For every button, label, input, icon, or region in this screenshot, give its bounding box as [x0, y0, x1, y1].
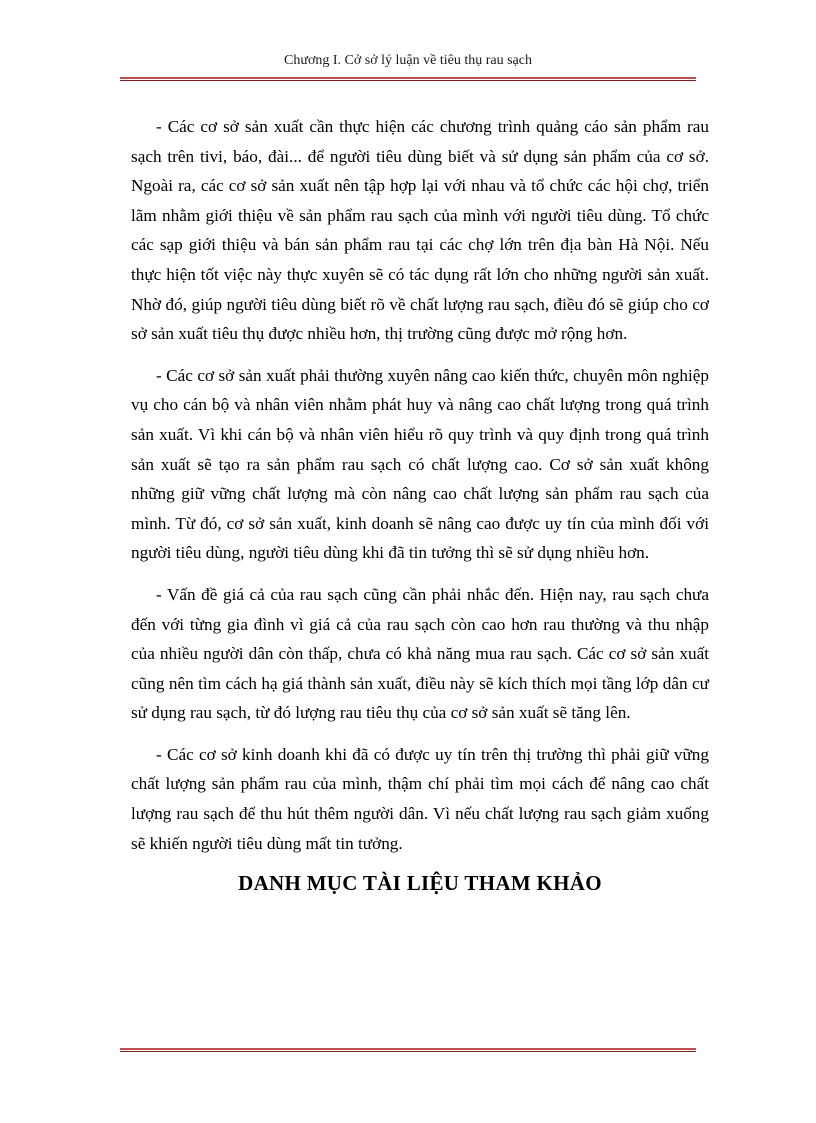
paragraph-quality: - Các cơ sở kinh doanh khi đã có được uy tín trên thị trường thì phải giữ vững chất lượng sản phẩm rau của mình, thậm chí phải tìm mọi cách để nâng cao chất lượng rau sạch để thu hút thêm người dân. Vì nếu chất lượng rau sạch giảm xuống sẽ khiến người tiêu dùng mất tin tưởng. — [131, 744, 709, 853]
page-body — [131, 112, 709, 896]
running-header: Chương I. Cở sở lý luận về tiêu thụ rau sạch — [284, 53, 532, 68]
paragraph-advertising: - Các cơ sở sản xuất cần thực hiện các chương trình quảng cáo sản phẩm rau sạch trên tivi, báo, đài... để người tiêu dùng biết và sử dụng sản phẩm của cơ sở. Ngoài ra, các cơ sở sản xuất nên tập hợp lại với nhau và tổ chức các hội chợ, triển lãm nhằm giới thiệu về sản phẩm rau sạch của mình với người tiêu dùng. Tổ chức các sạp giới thiệu và bán sản phẩm rau tại các chợ lớn trên địa bàn Hà Nội. Nếu thực hiện tốt việc này thực xuyên sẽ có tác dụng rất lớn cho những người sản xuất. Nhờ đó, giúp người tiêu dùng biết rõ về chất lượng rau sạch, điều đó sẽ giúp cho cơ sở sản xuất tiêu thụ được nhiều hơn, thị trường cũng được mở rộng hơn. — [131, 117, 709, 344]
header-divider — [120, 77, 696, 79]
paragraph-pricing: - Vấn đề giá cả của rau sạch cũng cần phải nhắc đến. Hiện nay, rau sạch chưa đến với từng gia đình vì giá cả của rau sạch còn cao hơn rau thường và thu nhập của nhiều người dân còn thấp, chưa có khả năng mua rau sạch. Các cơ sở sản xuất cũng nên tìm cách hạ giá thành sản xuất, điều này sẽ kích thích mọi tầng lớp dân cư sử dụng rau sạch, từ đó lượng rau tiêu thụ của cơ sở sản xuất sẽ tăng lên. — [131, 584, 709, 723]
section-heading: DANH MỤC TÀI LIỆU THAM KHẢO — [238, 871, 602, 896]
footer-divider — [120, 1048, 696, 1050]
paragraph-training: - Các cơ sở sản xuất phải thường xuyên nâng cao kiến thức, chuyên môn nghiệp vụ cho cán bộ và nhân viên nhằm phát huy và nâng cao chất lượng trong quá trình sản xuất. Vì khi cán bộ và nhân viên hiểu rõ quy trình và quy định trong quá trình sản xuất sẽ tạo ra sản phẩm rau sạch có chất lượng cao. Cơ sở sản xuất không những giữ vững chất lượng mà còn nâng cao chất lượng sản phẩm rau sạch của mình. Từ đó, cơ sở sản xuất, kinh doanh sẽ nâng cao được uy tín của mình đối với người tiêu dùng, người tiêu dùng khi đã tin tưởng thì sẽ sử dụng nhiều hơn. — [131, 365, 709, 563]
